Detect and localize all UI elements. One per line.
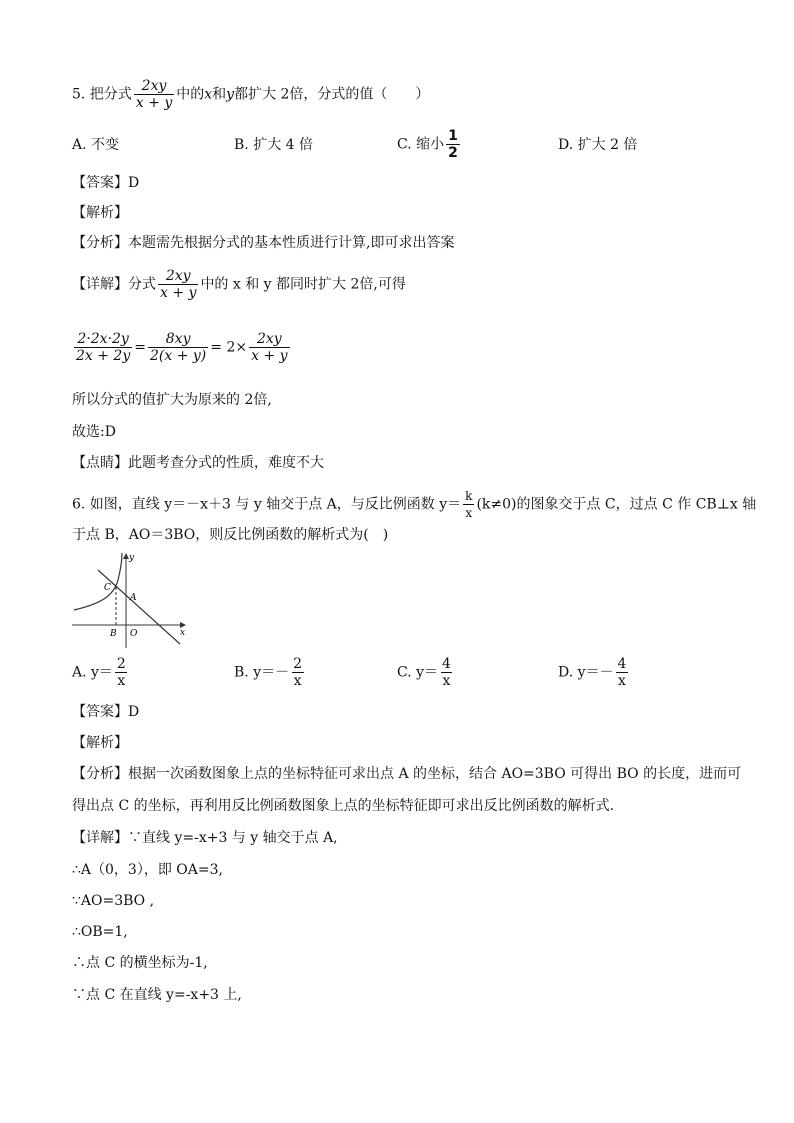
q5-detail-fraction <box>158 268 198 301</box>
q5-detail-post: 中的 x 和 y 都同时扩大 2倍,可得 <box>200 276 406 293</box>
q6-stem-line1 <box>72 488 756 521</box>
q5-choose: 故选:D <box>72 424 116 440</box>
q5-answer-tag: 【答案】 <box>72 175 128 191</box>
q6-detail3: ∵AO=3BO , <box>72 893 155 909</box>
q5-answer <box>72 174 139 192</box>
q5-eq-frac1-num: 2·2x·2y <box>77 331 129 347</box>
q6-option-b-num: 2 <box>293 656 303 672</box>
q6-k-fraction <box>463 488 474 521</box>
q5-fenxi <box>72 234 454 252</box>
q5-equation <box>72 331 292 364</box>
label-x: x <box>180 628 186 638</box>
q5-stem-mid: 中的 <box>176 86 205 103</box>
q5-detail-pre: 分式 <box>128 276 156 293</box>
q6-k-den: x <box>465 506 473 520</box>
q6-option-b-pre: B. y＝－ <box>234 664 290 681</box>
q5-var-y: y <box>226 86 235 103</box>
q6-option-a <box>72 656 130 689</box>
q6-option-c-num: 4 <box>442 656 451 672</box>
q5-fenxi-tag: 【分析】 <box>72 235 128 251</box>
q6-fenxi-line1 <box>72 765 741 783</box>
label-b: B <box>110 629 117 639</box>
label-y: y <box>129 553 135 563</box>
q6-fenxi-text1: 根据一次函数图象上点的坐标特征可求出点 A 的坐标，结合 AO=3BO 可得出 BO 的长度，进而可 <box>128 766 742 782</box>
q6-option-d <box>558 656 630 689</box>
q5-answer-value: D <box>128 175 140 191</box>
hyperbola-curve <box>74 553 122 610</box>
q6-option-a-frac <box>115 656 128 689</box>
q6-stem-post: (k≠0)的图象交于点 C，过点 C 作 CB⊥x 轴 <box>476 496 757 513</box>
q5-eq-frac2-den: 2(x + y) <box>149 348 207 364</box>
label-a: A <box>130 593 137 603</box>
q5-comment-tag: 【点睛】 <box>72 455 128 471</box>
q5-eq-frac3-num: 2xy <box>256 331 282 347</box>
q6-analysis-label: 【解析】 <box>72 735 128 751</box>
q5-analysis-label: 【解析】 <box>72 205 128 221</box>
q5-option-c-num: 1 <box>448 128 458 144</box>
q5-fraction <box>134 78 174 111</box>
q5-eq-sign1: = <box>134 339 146 356</box>
q6-detail5: ∴点 C 的横坐标为-1, <box>72 955 208 971</box>
q5-eq-frac3-den: x + y <box>251 348 288 364</box>
q5-analysis-tag <box>72 204 128 222</box>
q6-option-c-den: x <box>442 673 451 689</box>
q5-option-d: D. 扩大 2 倍 <box>558 137 638 153</box>
q6-option-a-den: x <box>117 673 126 689</box>
q6-option-a-num: 2 <box>116 656 126 672</box>
q5-comment <box>72 454 324 472</box>
q5-var-x: x <box>204 86 213 103</box>
q6-detail-tag: 【详解】 <box>72 830 128 846</box>
q6-option-c-pre: C. y＝ <box>397 664 439 681</box>
q5-detail-num: 2xy <box>165 268 191 284</box>
q5-eq-frac2-num: 8xy <box>165 331 191 347</box>
q6-detail1-text: ∵直线 y=-x+3 与 y 轴交于点 A, <box>128 830 338 846</box>
q5-detail-tag: 【详解】 <box>72 276 128 293</box>
label-c: C <box>104 583 111 593</box>
q5-conclusion: 所以分式的值扩大为原来的 2倍, <box>72 392 272 408</box>
q6-figure <box>70 550 192 650</box>
q6-fenxi-line2: 得出点 C 的坐标，再利用反比例函数图象上点的坐标特征即可求出反比例函数的解析式. <box>72 798 615 814</box>
q5-option-b: B. 扩大 4 倍 <box>234 137 313 153</box>
q6-fenxi-tag: 【分析】 <box>72 766 128 782</box>
q5-option-c-fraction <box>446 128 460 161</box>
label-o: O <box>130 629 138 639</box>
q6-option-d-frac <box>616 656 629 689</box>
q6-option-c <box>397 656 455 689</box>
q5-option-c <box>397 128 462 161</box>
q5-stem-prefix: 5. 把分式 <box>72 86 132 103</box>
q5-eq-frac2 <box>148 331 208 364</box>
q6-k-num: k <box>465 489 473 503</box>
q5-option-c-den: 2 <box>448 145 458 161</box>
q6-detail4: ∴OB=1, <box>72 924 128 940</box>
q6-answer-value: D <box>128 704 140 720</box>
q6-detail1 <box>72 829 338 847</box>
q5-fraction-numerator: 2xy <box>141 78 167 94</box>
q5-eq-frac1-den: 2x + 2y <box>76 348 131 364</box>
q5-eq-frac1 <box>74 331 132 364</box>
q6-answer <box>72 703 139 721</box>
q5-eq-sign2: = 2× <box>210 339 248 356</box>
q6-option-b <box>234 656 306 689</box>
q6-option-d-num: 4 <box>617 656 627 672</box>
q5-option-a: A. 不变 <box>72 137 120 153</box>
q5-option-c-label: C. 缩小 <box>397 136 445 153</box>
q6-detail6: ∵点 C 在直线 y=-x+3 上, <box>72 987 242 1003</box>
q6-stem-pre: 6. 如图，直线 y＝－x＋3 与 y 轴交于点 A，与反比例函数 y＝ <box>72 496 462 513</box>
q5-stem <box>72 78 429 111</box>
q6-option-d-pre: D. y＝－ <box>558 664 614 681</box>
q5-detail <box>72 268 406 301</box>
q6-analysis-tag <box>72 734 128 752</box>
q5-detail-den: x + y <box>160 285 197 301</box>
q6-detail2: ∴A（0，3），即 OA=3, <box>72 862 223 878</box>
q5-and: 和 <box>212 86 227 103</box>
q6-option-b-den: x <box>293 673 302 689</box>
q6-stem-line2: 于点 B，AO＝3BO，则反比例函数的解析式为( ) <box>72 527 389 543</box>
q6-answer-tag: 【答案】 <box>72 704 128 720</box>
q5-eq-frac3 <box>249 331 289 364</box>
q6-option-b-frac <box>291 656 304 689</box>
q6-option-a-pre: A. y＝ <box>72 664 113 681</box>
q5-stem-end: 都扩大 2倍，分式的值（ ） <box>234 86 430 103</box>
q6-option-d-den: x <box>618 673 626 689</box>
q5-fraction-denominator: x + y <box>135 95 173 111</box>
q5-fenxi-text: 本题需先根据分式的基本性质进行计算,即可求出答案 <box>128 235 455 251</box>
q6-option-c-frac <box>440 656 453 689</box>
q5-comment-text: 此题考查分式的性质，难度不大 <box>128 455 324 471</box>
